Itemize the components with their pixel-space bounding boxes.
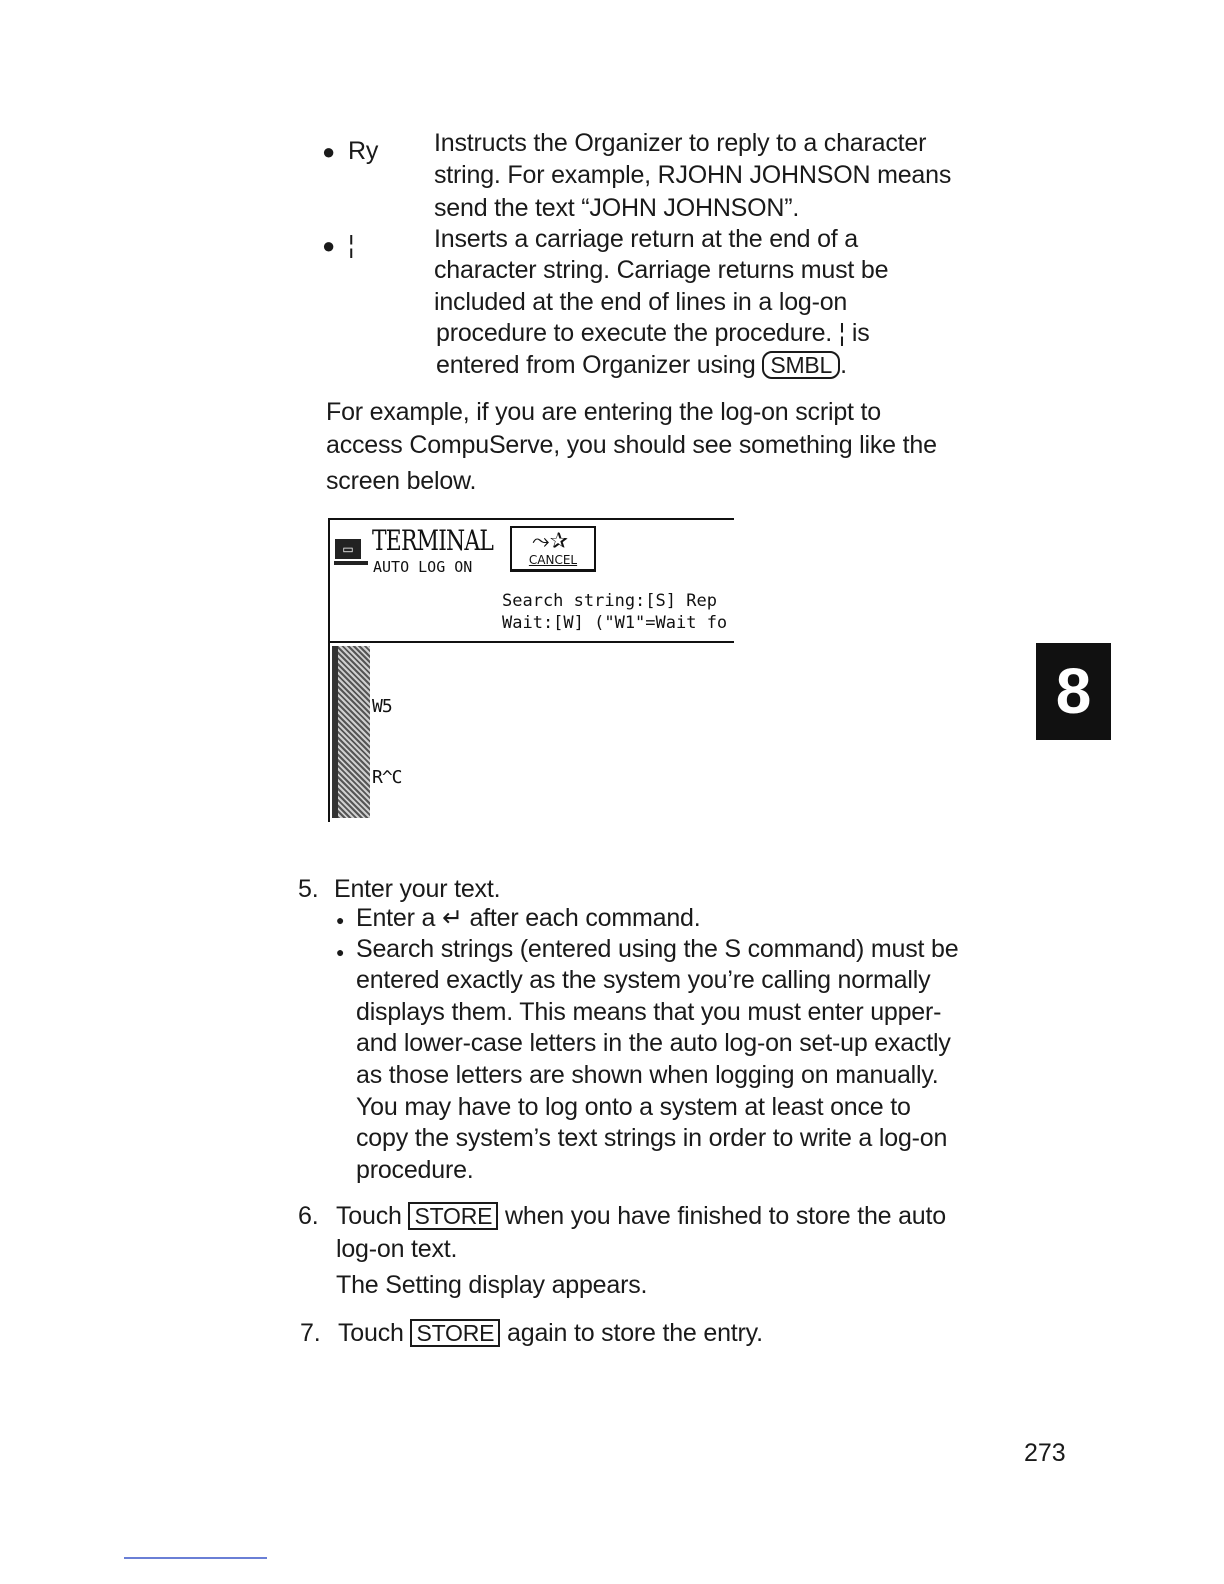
bottom-rule [124, 1557, 267, 1559]
bullet-dot: ● [336, 912, 345, 928]
step-6-touch: Touch [336, 1202, 402, 1230]
script-line: R^C [372, 766, 402, 788]
script-line: W5 [372, 696, 392, 717]
terminal-top-border [328, 518, 734, 520]
definition-ry-line-3: send the text “JOHN JOHNSON”. [434, 194, 800, 222]
definition-term-ry: Ry [348, 137, 379, 165]
cancel-icon: ⤳✰ [532, 528, 569, 553]
step-6-line-1 [336, 1201, 946, 1233]
definition-ry-line-1: Instructs the Organizer to reply to a character [434, 129, 927, 157]
step-5-bullet-2-line: Search strings (entered using the S command) must be [356, 935, 959, 963]
definition-term-carriage-return: ¦ [348, 231, 355, 259]
definition-ry-line-2: string. For example, RJOHN JOHNSON means [434, 161, 952, 189]
step-5-bullet-1-text: Enter a [356, 904, 436, 932]
chapter-tab: 8 [1036, 643, 1111, 740]
definition-cr-line-3: included at the end of lines in a log-on [434, 288, 848, 316]
terminal-left-border [328, 518, 330, 822]
terminal-divider [328, 641, 734, 643]
step-5-bullet-2-line: copy the system’s text strings in order to write a log-on [356, 1124, 948, 1152]
cancel-button-label: CANCEL [528, 553, 578, 567]
enter-key-icon: ↵ [441, 904, 463, 932]
definition-cr-line-5-text: entered from Organizer using [436, 351, 756, 379]
step-7-line [338, 1318, 763, 1350]
terminal-app-icon: ▭ [335, 539, 361, 559]
step-5-bullet-1-end: after each command. [469, 904, 701, 932]
definition-cr-line-4-text: procedure to execute the procedure. [436, 319, 833, 347]
step-5-bullet-2-line: You may have to log onto a system at least once to [356, 1093, 911, 1121]
definition-cr-line-2: character string. Carriage returns must be [434, 256, 889, 284]
intro-line-3: screen below. [326, 467, 477, 495]
definition-cr-line-5-end: . [840, 351, 847, 379]
step-5-bullet-2-line: procedure. [356, 1156, 474, 1184]
spiral-binding-edge [332, 646, 338, 818]
step-5-bullet-2-line: and lower-case letters in the auto log-on set-up exactly [356, 1029, 951, 1057]
step-5-bullet-2-line: displays them. This means that you must enter upper- [356, 998, 942, 1026]
intro-line-2: access CompuServe, you should see something like the [326, 431, 937, 459]
bullet-dot: ● [322, 233, 336, 258]
step-5-bullet-2-line: as those letters are shown when logging on manually. [356, 1061, 939, 1089]
step-7-touch: Touch [338, 1319, 404, 1347]
store-key: STORE [410, 1319, 500, 1347]
terminal-screenshot [328, 518, 734, 822]
step-7-number: 7. [300, 1319, 321, 1347]
script-text-area[interactable] [372, 648, 490, 822]
terminal-hint-line-1: Search string:[S] Rep [502, 591, 717, 611]
store-key: STORE [408, 1202, 498, 1230]
step-5-number: 5. [298, 875, 319, 903]
terminal-hint-line-2: Wait:[W] ("W1"=Wait fo [502, 613, 728, 633]
terminal-title: TERMINAL [372, 524, 494, 557]
bullet-dot: ● [336, 944, 345, 960]
step-6-line-2: log-on text. [336, 1235, 458, 1263]
terminal-icon-bar [334, 561, 368, 565]
bullet-dot: ● [322, 139, 336, 164]
definition-cr-line-4-end: is [851, 319, 870, 347]
terminal-subtitle: AUTO LOG ON [373, 558, 473, 576]
intro-line-1: For example, if you are entering the log-on script to [326, 398, 881, 426]
page-number: 273 [1024, 1439, 1066, 1467]
definition-cr-line-4 [436, 318, 870, 350]
definition-cr-line-5 [436, 350, 847, 382]
step-6-text: when you have finished to store the auto [505, 1202, 946, 1230]
cancel-button[interactable] [510, 526, 596, 572]
step-5-bullet-2-line: entered exactly as the system you’re calling normally [356, 966, 931, 994]
carriage-return-symbol: ¦ [838, 319, 846, 347]
definition-cr-line-1: Inserts a carriage return at the end of a [434, 225, 858, 253]
smbl-key: SMBL [762, 351, 840, 379]
step-5-bullet-1 [356, 903, 701, 935]
step-6-note: The Setting display appears. [336, 1271, 648, 1299]
step-6-number: 6. [298, 1202, 319, 1230]
step-5-text: Enter your text. [334, 875, 501, 903]
step-7-text: again to store the entry. [507, 1319, 763, 1347]
